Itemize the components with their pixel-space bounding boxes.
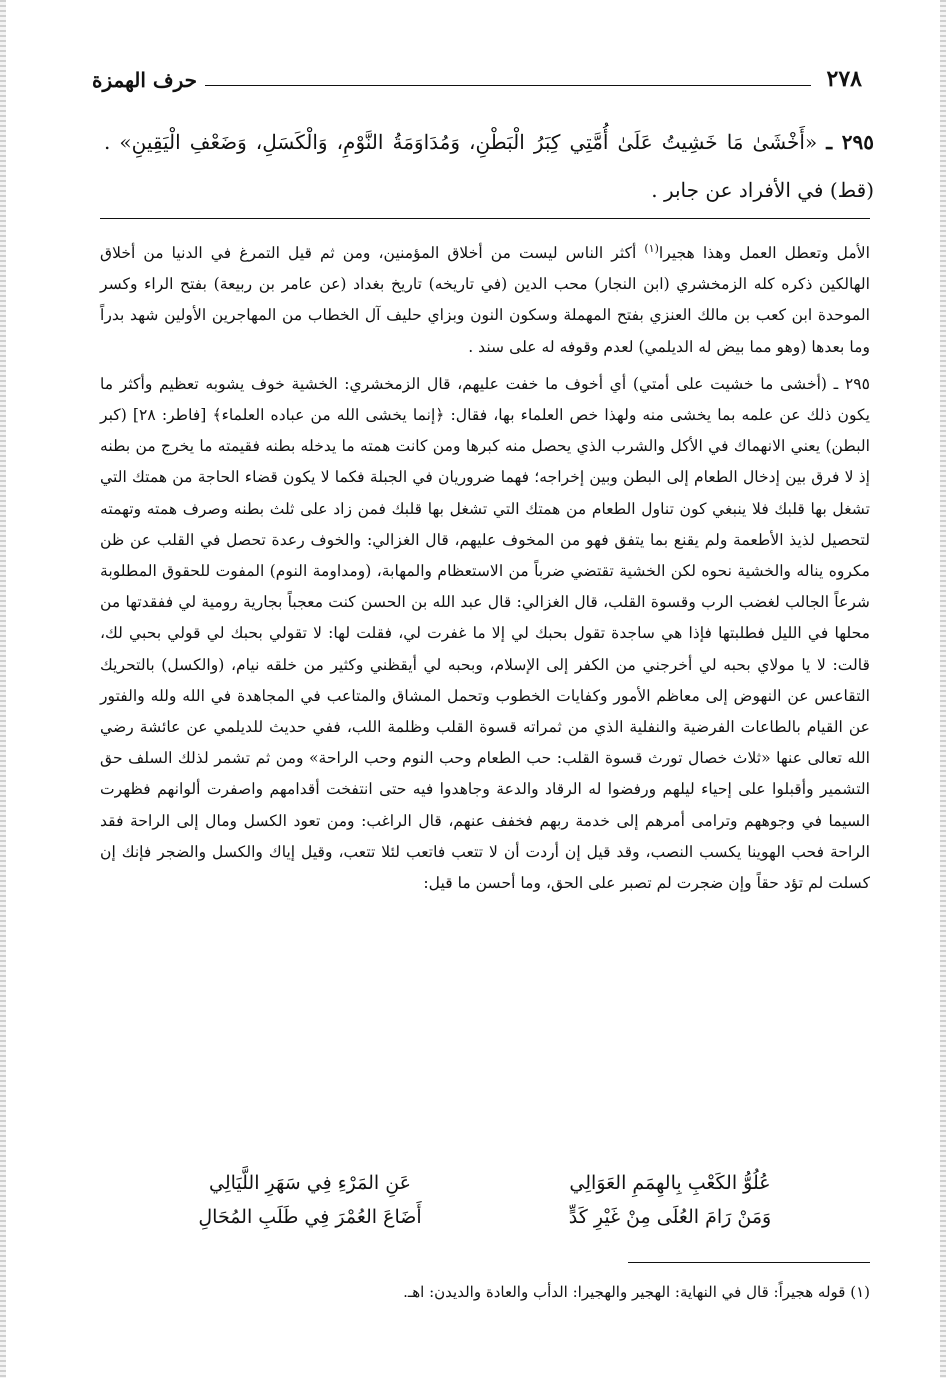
poem-verse [160,1200,820,1234]
commentary-text: أكثر الناس ليست من أخلاق المؤمنين، ومن ثم قيل التمرغ في الدنيا من أخلاق الهالكين ذكره كله الزمخشري (ابن النجار) محب الدين (في تاريخه) تاريخ بغداد (عن عامر بن ربيعة) بفتح الراء وكسر الموحدة ابن كعب بن مالك العنزي بفتح المهملة وسكون النون وبزاي حليف آل الخطاب من المهاجرين الأولين شهد بدراً وما بعدها (وهو مما بيض له الديلمي) لعدم وقوفه له على سند . [100,244,870,356]
running-header [92,62,862,92]
chapter-title: حرف الهمزة [92,68,198,92]
poem [160,1166,820,1234]
header-rule [205,85,811,86]
hadith-number: ٢٩٥ ـ [826,130,875,154]
poem-verse [160,1166,820,1200]
commentary-paragraph: ٢٩٥ ـ (أخشى ما خشيت على أمتي) أي أخوف ما خفت عليهم، قال الزمخشري: الخشية خوف يشوبه تعظيم وأكثر ما يكون ذلك عن علمه بما يخشى منه ولهذا خص العلماء بها، فقال: ﴿إنما يخشى الله من عباده العلماء﴾ [فاطر: ٢٨] (كبر البطن) يعني الانهماك في الأكل والشرب الذي يحصل منه كبرها ومن كانت همته ما يدخله بطنه فقيمته ما يخرج من بطنه إذ لا فرق بين إدخال الطعام إلى البطن وبين إخراجه؛ فهما ضروريان في الجبلة فكما لا يكون قضاء الحاجة من همتك التي تشغل بها قلبك فلا ينبغي كون تناول الطعام من همتك التي تشغل بها قلبك فمن زاد على ثلث بطنه وصرف همته وتهمته لتحصيل لذيذ الأطعمة ولم يقنع بما يتفق فهو من المخوف عليهم، قال الغزالي: والخوف رعدة تحصل في القلب عن ظن مكروه يناله والخشية نحوه لكن الخشية تقتضي ضرباً من الاستعظام والمهابة، (ومداومة النوم) المفوت للحقوق المطلوبة شرعاً الجالب لغضب الرب وقسوة القلب، قال الغزالي: قال عبد الله بن الحسن كنت معجباً بجارية رومية لي ففقدتها من محلها في الليل فطلبتها فإذا هي ساجدة تقول بحبك لي إلا ما غفرت لي، فقلت لها: لا تقولي بحبك لي قولي بحبي لك، قالت: لا يا مولاي بحبه لي أخرجني من الكفر إلى الإسلام، وبحبه لي أيقظني وكثير من خلقه نيام، (والكسل) بالتحريك التقاعس عن النهوض إلى معاظم الأمور وكفايات الخطوب وتحمل المشاق والمتاعب في المجاهدة في الله ولله والفتور عن القيام بالطاعات الفرضية والنفلية الذي من ثمراته قسوة القلب وظلمة اللب، ففي حديث للديلمي عن عائشة رضي الله تعالى عنها «ثلاث خصال تورث قسوة القلب: حب الطعام وحب النوم وحب الراحة» ومن ثم تشمر لذلك السلف حق التشمير وأقبلوا على إحياء ليلهم ورفضوا له الرقاد والدعة وجاهدوا فيه حتى انتفخت أقدامهم واصفرت ألوانهم فظهرت السيما في وجوههم وترامى أمرهم إلى خدمة ربهم فخفف عنهم، قال الراغب: ومن تعود الكسل ومال إلى الراحة فقد الراحة فحب الهوينا يكسب النصب، وقد قيل إن أردت أن لا تتعب فاتعب لئلا تتعب، وقيل إياك والكسل والضجر فإنك إن كسلت لم تؤد حقاً وإن ضجرت لم تصبر على الحق، وما أحسن ما قيل: [100,374,871,893]
poem-hemistich-left: عَنِ المَرْءِ فِي سَهَرِ اللَّيَالِي [208,1172,411,1194]
commentary-text: الأمل وتعطل العمل وهذا هجيرا [658,244,871,262]
commentary-paragraph [100,238,870,363]
footnote-rule [628,1262,870,1263]
right-scan-margin [940,0,946,1378]
poem-hemistich-left: أَضَاعَ العُمْرَ فِي طَلَبِ المُحَالِ [198,1206,422,1228]
hadith-separator [100,218,870,219]
footnote: (١) قوله هجيراً: قال في النهاية: الهجير والهجيرا: الدأب والعادة والديدن: اهـ. [403,1283,870,1301]
page-number: ٢٧٨ [826,66,862,92]
left-scan-margin [0,0,6,1378]
footnote-ref: (١) [644,241,659,255]
hadith-text [104,118,874,214]
poem-hemistich-right: عُلُوُّ الكَعْبِ بِالهِمَمِ العَوَالِي [569,1172,771,1194]
poem-hemistich-right: وَمَنْ رَامَ العُلَى مِنْ غَيْرِ كَدٍّ [568,1206,772,1228]
commentary [100,238,870,905]
hadith-body: «أَخْشَىٰ مَا خَشِيتُ عَلَىٰ أُمَّتِي كِبَرُ الْبَطْنِ، وَمُدَاوَمَةُ النَّوْمِ، وَالْكَسَلِ، وَضَعْفِ الْيَقِينِ» . (قط) في الأفراد عن جابر . [104,130,874,202]
